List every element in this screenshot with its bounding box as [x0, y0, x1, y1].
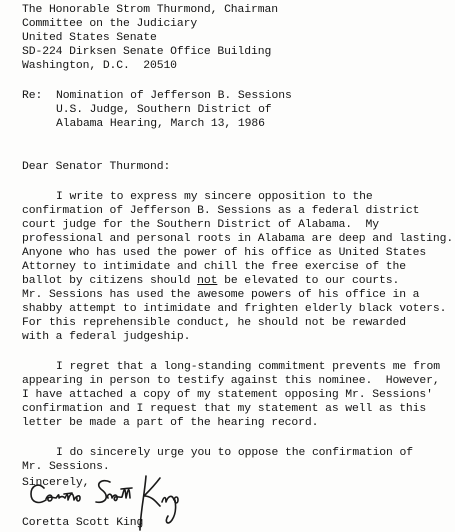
paragraph-line: letter be made a part of the hearing record.	[22, 417, 319, 429]
subject-label: Re:	[22, 90, 43, 102]
paragraph-line: appearing in person to testify against this nominee. However,	[22, 375, 440, 387]
paragraph-line: I regret that a long-standing commitment prevents me from	[56, 361, 440, 373]
signatory-name: Coretta Scott King	[22, 517, 144, 529]
paragraph-line: court judge for the Southern District of Alabama. My	[22, 219, 379, 231]
subject-line: U.S. Judge, Southern District of	[56, 104, 272, 116]
subject-line: Nomination of Jefferson B. Sessions	[56, 90, 292, 102]
paragraph-line: I have attached a copy of my statement opposing Mr. Sessions'	[22, 389, 433, 401]
address-line: The Honorable Strom Thurmond, Chairman	[22, 4, 278, 16]
paragraph-line: I do sincerely urge you to oppose the confirmation of	[56, 447, 413, 459]
paragraph-line-underline-not	[22, 275, 399, 287]
salutation: Dear Senator Thurmond:	[22, 161, 171, 173]
closing: Sincerely,	[22, 477, 90, 489]
paragraph-line: Attorney to intimidate and chill the free exercise of the	[22, 261, 406, 273]
paragraph-line: ballot by citizens should not be elevated to our courts.	[22, 275, 400, 287]
paragraph-line: with a federal judgeship.	[22, 331, 191, 343]
paragraph-line: Mr. Sessions.	[22, 461, 110, 473]
address-line: SD-224 Dirksen Senate Office Building	[22, 46, 272, 58]
address-line: Washington, D.C. 20510	[22, 60, 177, 72]
paragraph-line: For this reprehensible conduct, he should not be rewarded	[22, 317, 406, 329]
paragraph-line: Mr. Sessions has used the awesome powers of his office in a	[22, 289, 420, 301]
paragraph-line: professional and personal roots in Alabama are deep and lasting.	[22, 233, 454, 245]
address-line: United States Senate	[22, 32, 157, 44]
address-line: Committee on the Judiciary	[22, 18, 198, 30]
paragraph-line: I write to express my sincere opposition to the	[56, 191, 373, 203]
paragraph-line: Anyone who has used the power of his office as United States	[22, 247, 427, 259]
paragraph-line: confirmation of Jefferson B. Sessions as a federal district	[22, 205, 420, 217]
paragraph-line: shabby attempt to intimidate and frighten elderly black voters.	[22, 303, 447, 315]
subject-line: Alabama Hearing, March 13, 1986	[56, 118, 265, 130]
paragraph-line: confirmation and I request that my statement as well as this	[22, 403, 427, 415]
